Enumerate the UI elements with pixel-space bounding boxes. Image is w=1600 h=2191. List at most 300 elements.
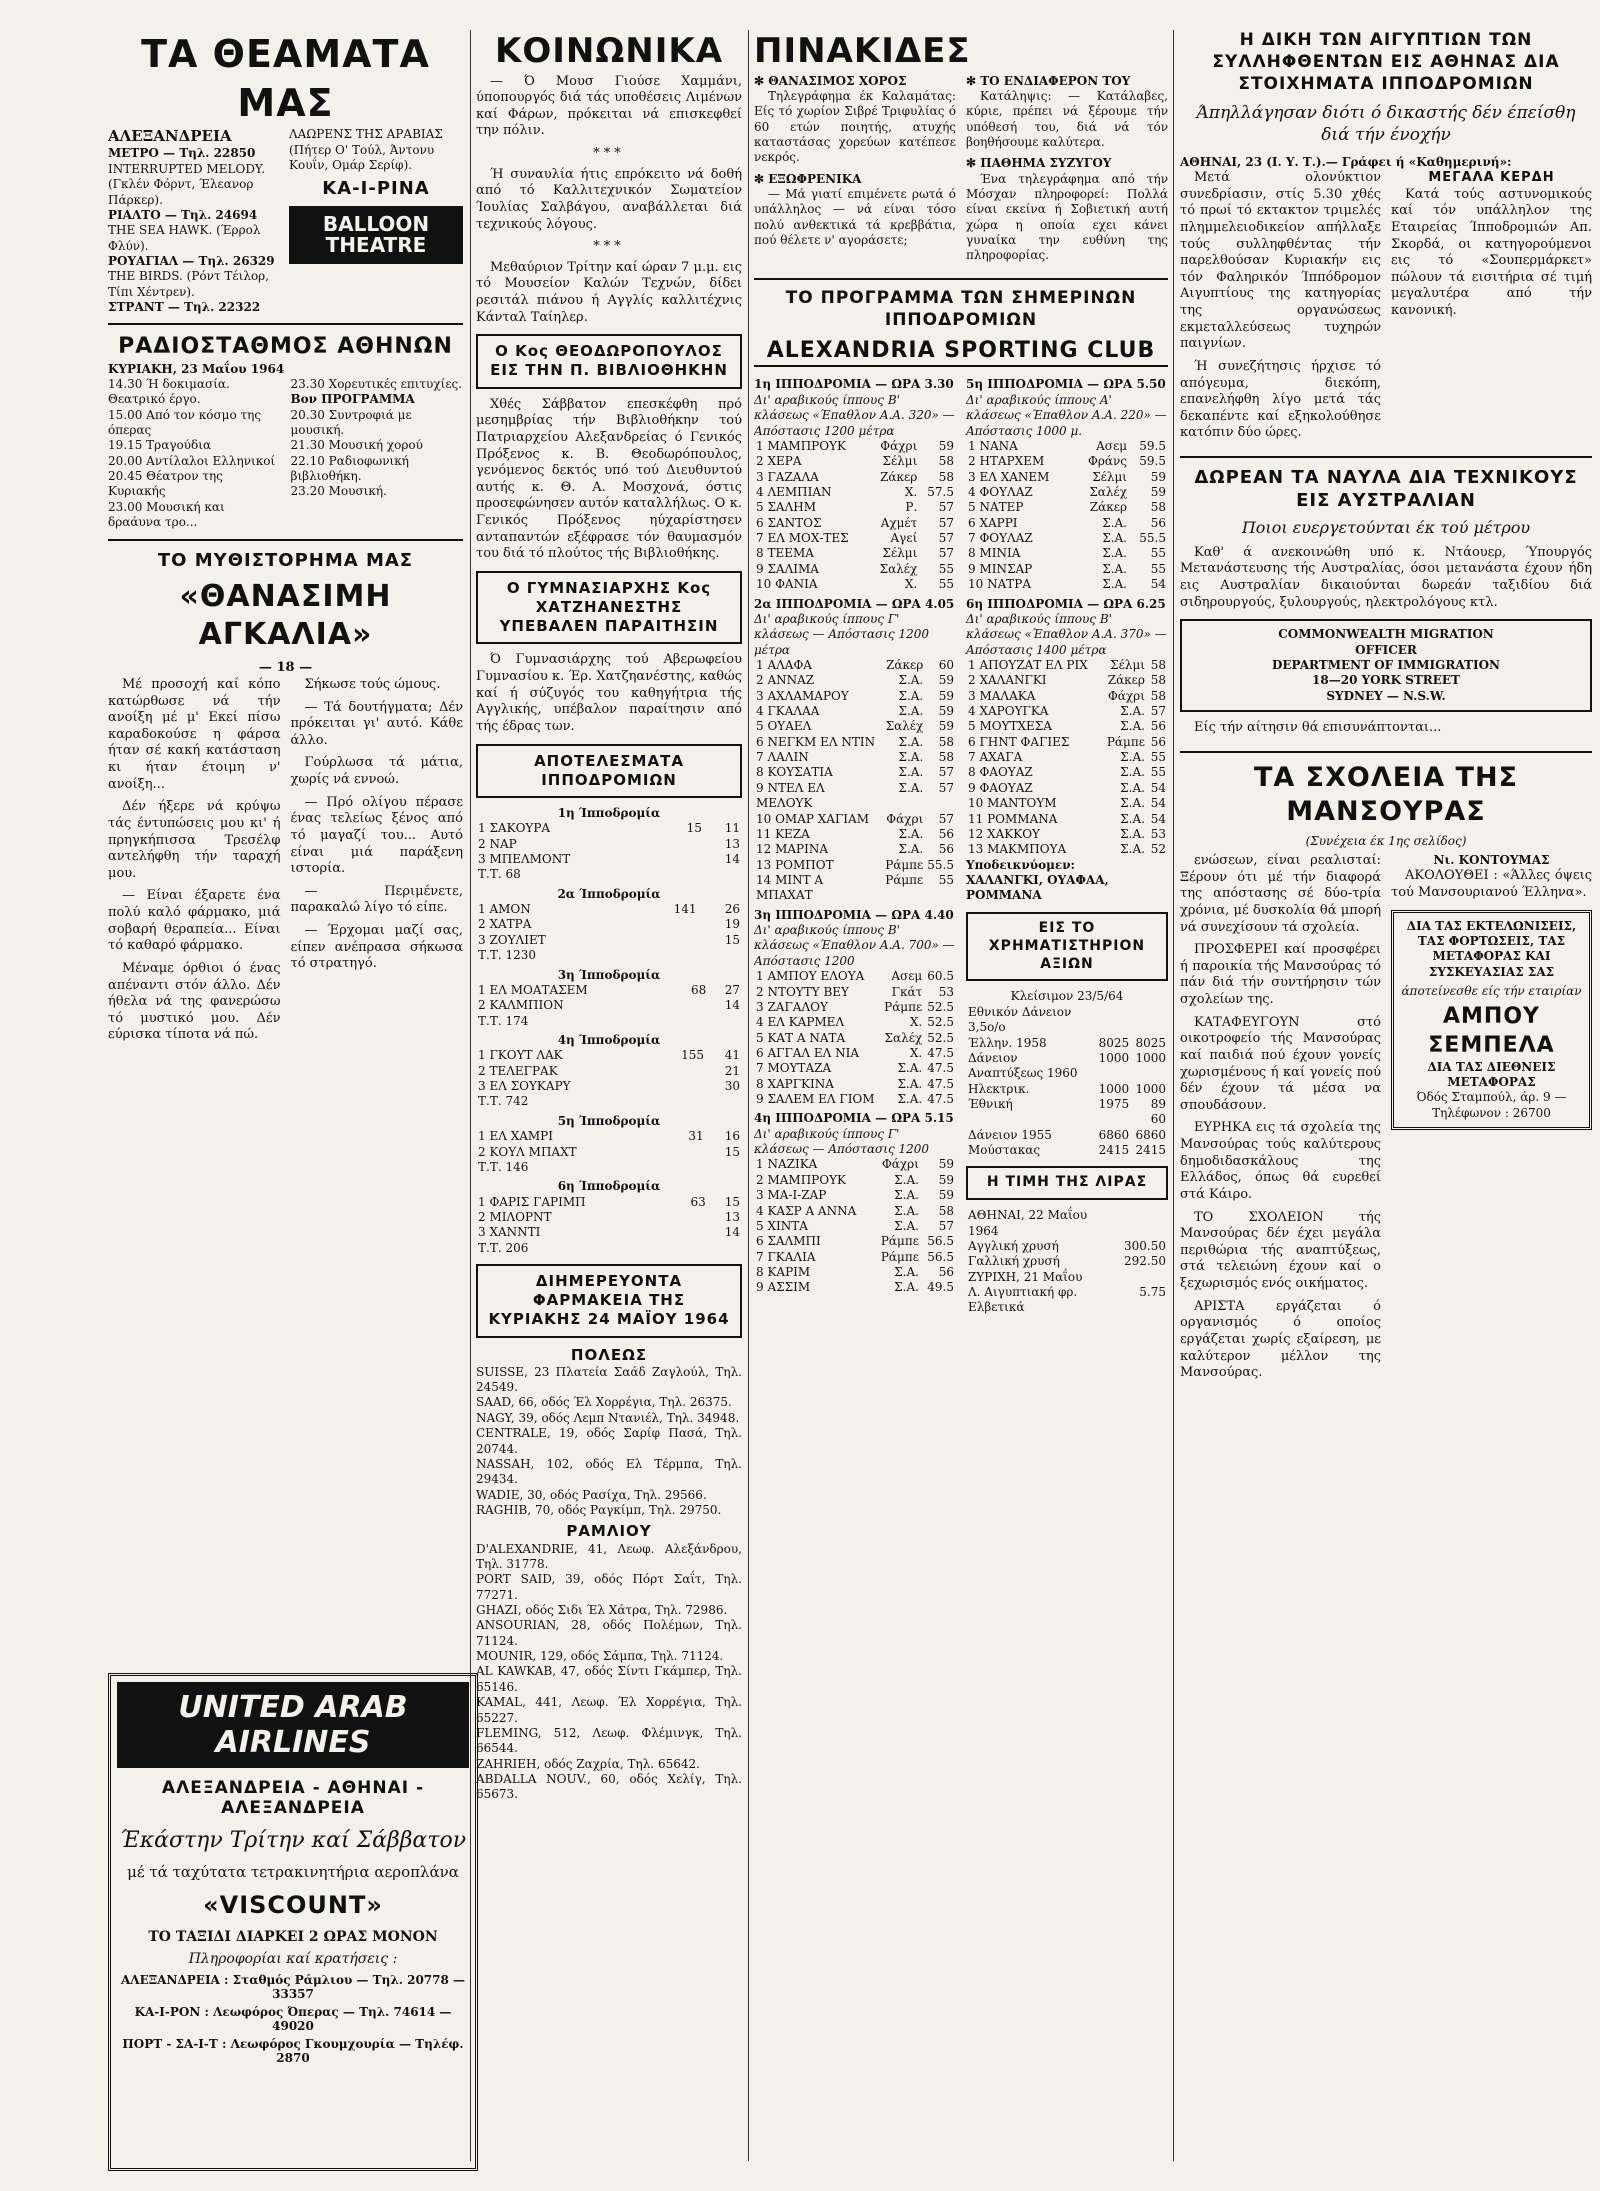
- table-cell: 58: [1150, 673, 1166, 688]
- table-cell: 7 ΛΑΛΙΝ: [756, 750, 809, 765]
- table-row: [476, 1064, 742, 1079]
- novel-paragraph: — Περιμένετε, παρακαλώ λίγο τό είπε.: [290, 883, 463, 916]
- table-cell: 1 ΝΑΝΑ: [968, 438, 1018, 453]
- table-row: [476, 948, 742, 963]
- table-cell: 2 ΑΝΝΑΖ: [756, 673, 815, 688]
- table-cell: 57: [938, 1218, 954, 1233]
- table-cell: 59: [938, 1172, 954, 1187]
- pharmacy-item: ANSOURIAN, 28, οδός Πολέμων, Τηλ. 71124.: [476, 1618, 742, 1648]
- table-cell: 58: [1150, 500, 1166, 515]
- table-cell: ΑΘΗΝΑΙ, 22 Μαΐου 1964: [968, 1208, 1088, 1238]
- novel-paragraph: — Είναι έξαρετε ένα πολύ καλό φάρμακο, μιά σοβαρή θεραπεία... Είναι τό καθαρό φάρμακο.: [108, 888, 281, 954]
- table-cell: 5.75: [1139, 1285, 1166, 1300]
- radio-program: [108, 377, 463, 531]
- table-cell: 8025: [1098, 1035, 1130, 1050]
- table-cell: 6 ΣΑΛΜΠΙ: [756, 1234, 821, 1249]
- gym-text: Ό Γυμνασιάρχης τού Αβερωφείου Γυμνασίου κ. Έρ. Χατζηανέστης, καθώς καί ή σύζυγός του καθηγήτρια τής Αγγλικής, υπέβαλον παραίτησιν από τής έδρας των.: [476, 652, 742, 734]
- table-row: [754, 1061, 956, 1076]
- table-cell: 1 ΕΛ ΜΟΑΤΑΣΕΜ: [478, 982, 588, 997]
- table-cell: 2415: [1098, 1143, 1130, 1158]
- table-row: [754, 689, 956, 704]
- table-row: [754, 516, 956, 531]
- table-cell: 31: [688, 1129, 704, 1144]
- table-row: [966, 704, 1168, 719]
- table-cell: 3 ΧΑΝΝΤΙ: [478, 1225, 541, 1240]
- table-cell: Σ.Α.: [1120, 704, 1145, 719]
- race-program-table: [754, 439, 956, 593]
- table-row: [966, 531, 1168, 546]
- schools-paragraph: ΕΥΡΗΚΑ εις τά σχολεία της Μανσούρας τούς καλύτερους δημοδιδασκάλους της Ελλάδος, όπως θά ευρεθεί στά Κάιρο.: [1180, 1120, 1381, 1202]
- table-cell: Ζάκερ: [880, 469, 918, 484]
- table-cell: 5 ΟΥΑΕΛ: [756, 719, 812, 734]
- table-cell: 3 ΜΠΕΛΜΟΝΤ: [478, 852, 571, 867]
- table-cell: Ζάκερ: [1107, 673, 1145, 688]
- race-program-title: 5η ΙΠΠΟΔΡΟΜΙΑ — ΩΡΑ 5.50: [966, 377, 1166, 392]
- table-cell: [638, 917, 699, 932]
- table-cell: 57.5: [927, 485, 954, 499]
- karina-heading: ΚΑ-Ι-ΡΙΝΑ: [322, 178, 430, 200]
- novel-kicker: ΤΟ ΜΥΘΙΣΤΟΡΗΜΑ ΜΑΣ: [157, 549, 414, 571]
- table-cell: Αγεί: [890, 531, 918, 546]
- table-cell: 9 ΜΙΝΣΑΡ: [968, 561, 1033, 576]
- race-result-table: [476, 1195, 742, 1256]
- table-cell: 4 ΧΑΡΟΥΓΚΑ: [968, 704, 1049, 719]
- table-cell: 9 ΝΤΕΛ ΕΛ ΜΕΛΟΥΚ: [756, 780, 825, 811]
- table-cell: 3 ΕΛ ΧΑΝΕΜ: [968, 469, 1050, 484]
- table-cell: 2 ΧΑΤΡΑ: [478, 917, 532, 932]
- table-cell: 52.5: [927, 999, 954, 1014]
- table-cell: Σ.Α.: [1120, 780, 1145, 795]
- table-cell: Αγγλική χρυσή: [968, 1239, 1059, 1253]
- table-row: [966, 1005, 1168, 1036]
- table-cell: 6 ΑΓΓΑΛ ΕΛ ΝΙΑ: [756, 1045, 860, 1060]
- table-cell: 53: [938, 984, 954, 999]
- table-cell: 13 ΜΑΚΜΠΟΥΑ: [968, 842, 1067, 857]
- table-cell: 2415: [1135, 1143, 1166, 1158]
- table-cell: [708, 1014, 742, 1029]
- table-cell: 292.50: [1124, 1254, 1166, 1269]
- table-cell: 1 ΑΛΑΦΑ: [756, 657, 812, 672]
- table-cell: [675, 998, 709, 1013]
- table-cell: 1 ΝΑΖΙΚΑ: [756, 1157, 818, 1172]
- table-cell: Ράμπε: [880, 1249, 919, 1264]
- table-row: [966, 781, 1168, 796]
- table-cell: 57: [938, 500, 954, 515]
- table-row: [754, 704, 956, 719]
- novel-body: [108, 677, 463, 1050]
- table-cell: Ράμπε: [885, 872, 924, 887]
- table-cell: Ζάκερ: [1089, 500, 1127, 515]
- table-cell: 2 ΝΑΡ: [478, 836, 517, 851]
- table-cell: Ράμπε: [884, 999, 923, 1014]
- table-cell: 8 ΦΑΟΥΑΖ: [968, 765, 1033, 780]
- table-cell: [666, 837, 704, 852]
- table-row: [476, 917, 742, 932]
- table-row: [754, 812, 956, 827]
- table-cell: 57: [938, 515, 954, 530]
- table-cell: [1097, 1005, 1132, 1036]
- ramleh-list: [476, 1542, 742, 1803]
- theatre-entry: ΡΟΥΑΓΙΑΛ — Τηλ. 26329: [108, 253, 275, 268]
- table-cell: 9 ΑΣΣΙΜ: [756, 1280, 811, 1295]
- table-row: [966, 577, 1168, 592]
- table-cell: Σ.Α.: [898, 673, 924, 688]
- radio-item: 14.30 Ή δοκιμασία. Θεατρικό έργο.: [108, 376, 230, 407]
- theatres-block: [108, 127, 463, 315]
- table-row: [754, 827, 956, 842]
- table-cell: 59: [938, 704, 954, 719]
- table-cell: 3 ΓΑΖΑΛΑ: [756, 469, 819, 484]
- novel-paragraph: Μέναμε όρθιοι ό ένας απέναντι στόν άλλο. Δέν ήθελα νά της φανερώσω τό μυστικό μου. Δέν εύρισκα τίποτα νά πώ.: [108, 960, 281, 1043]
- schools-paragraph: ενώσεων, είναι ρεαλισταί: Ξέρουν ότι μέ τήν διαφορά της απόστασης σέ δύο-τρία χρόνια, μέ δυσκολία θά μπορή νά συνεχίσουν τά σχολεία.: [1180, 853, 1381, 935]
- table-cell: 63: [690, 1194, 706, 1209]
- table-cell: Τ.Τ. 174: [478, 1013, 529, 1028]
- theatre-film: THE BIRDS. (Ρόντ Τέιλορ, Τίπι Χέντρεν).: [108, 269, 270, 299]
- table-cell: 5 ΝΑΤΕΡ: [968, 500, 1024, 515]
- race-title: 4η Ίπποδρομία: [557, 1032, 661, 1047]
- table-cell: Σέλμι: [1110, 657, 1145, 672]
- social-item: — Ό Μουσ Γιούσε Χαμμάνι, ύποπουργός διά τάς υποθέσεις Λιμένων καί Φάρων, πρόκειται νά επισκεφθεί την πόλιν.: [476, 73, 742, 139]
- table-row: [754, 1265, 956, 1280]
- uaa-route: ΑΛΕΞΑΝΔΡΕΙΑ - ΑΘΗΝΑΙ - ΑΛΕΞΑΝΔΡΕΙΑ: [161, 1778, 425, 1818]
- table-cell: 59: [938, 1157, 954, 1172]
- table-cell: 30: [724, 1079, 740, 1094]
- table-cell: Τ.Τ. 1230: [478, 948, 536, 963]
- notes-title: ΠΙΝΑΚΙΔΕΣ: [754, 31, 971, 71]
- table-cell: 58: [1150, 688, 1166, 703]
- table-cell: 1 ΜΑΜΠΡΟΥΚ: [756, 438, 846, 453]
- table-cell: 11 ΡΟΜΜΑΝΑ: [968, 811, 1058, 826]
- novel-paragraph: — Πρό ολίγου πέρασε ένας τελείως ξένος από τό μαγαζί του... Αυτό είναι μιά παράξενη ιστορία.: [290, 794, 463, 877]
- table-cell: 54: [1150, 811, 1166, 826]
- table-cell: 5 ΚΑΤ Α ΝΑΤΑ: [756, 1030, 846, 1045]
- gold-table: [966, 1208, 1168, 1316]
- table-row: [754, 1092, 956, 1107]
- table-cell: 57: [938, 811, 954, 826]
- program-heading: ΤΟ ΠΡΟΓΡΑΜΜΑ ΤΩΝ ΣΗΜΕΡΙΝΩΝ ΙΠΠΟΔΡΟΜΙΩΝ: [785, 287, 1137, 330]
- table-cell: Σαλέχ: [885, 719, 924, 734]
- table-cell: 6 ΝΕΓΚΜ ΕΛ ΝΤΙΝ: [756, 734, 876, 749]
- table-cell: 11 ΚΕΖΑ: [756, 826, 810, 841]
- table-cell: 53: [1150, 826, 1166, 841]
- table-cell: ΖΥΡΙΧΗ, 21 Μαΐου: [968, 1269, 1083, 1284]
- table-row: [966, 750, 1168, 765]
- table-cell: 15: [724, 1144, 740, 1159]
- shipping-top: ΔΙΑ ΤΑΣ ΕΚΤΕΛΩΝΙΣΕΙΣ, ΤΑΣ ΦΟΡΤΩΣΕΙΣ, ΤΑΣ ΜΕΤΑΦΟΡΑΣ ΚΑΙ ΣΥΣΚΕΥΑΣΙΑΣ ΣΑΣ: [1406, 918, 1577, 979]
- table-cell: Σαλέχ: [1089, 485, 1127, 499]
- naula-heading: ΔΩΡΕΑΝ ΤΑ ΝΑΥΛΑ ΔΙΑ ΤΕΧΝΙΚΟΥΣ ΕΙΣ ΑΥΣΤΡΑΛΙΑΝ: [1194, 467, 1578, 512]
- table-cell: 57: [938, 531, 954, 546]
- program-block: [754, 373, 1168, 1315]
- race-result-table: [476, 1048, 742, 1109]
- race-title: 6η Ίπποδρομία: [557, 1179, 661, 1194]
- table-row: [754, 658, 956, 673]
- table-cell: Σ.Α.: [1120, 842, 1145, 857]
- race-program-desc: Δι' αραβικούς ίππους Α' κλάσεως «Έπαθλον Α.Α. 220» — Απόστασις 1000 μ.: [966, 392, 1167, 438]
- uaa-viscount: «VISCOUNT»: [203, 1891, 383, 1919]
- table-cell: Ηλεκτρικ.: [968, 1081, 1030, 1096]
- table-row: [754, 985, 956, 1000]
- trial-paragraph: Κατά τούς αστυνομικούς καί τόν υπάλληλον της Εταιρείας Ίπποδρομιών Απ. Σκορδά, οι κατηγορούμενοι εις τό «Σουπερμάρκετ» πώλουν τά εισιτήρια σέ τιμή μεγαλυτέρα από τήν κανονική.: [1391, 186, 1592, 319]
- table-cell: Ράμπε: [885, 857, 924, 872]
- table-cell: Δάνειον 1955: [968, 1127, 1052, 1142]
- radio-item: 22.10 Ραδιοφωνική βιβλιοθήκη.: [290, 453, 409, 484]
- table-cell: Σ.Α.: [894, 1203, 919, 1218]
- table-cell: 2 ΚΑΛΜΠΙΟΝ: [478, 998, 564, 1013]
- race-program-title: 3η ΙΠΠΟΔΡΟΜΙΑ — ΩΡΑ 4.40: [754, 907, 954, 922]
- table-cell: 56: [938, 842, 954, 857]
- theatre-film: INTERRUPTED MELODY. (Γκλέν Φόρντ, Έλεανορ Πάρκερ).: [108, 161, 266, 207]
- naula-subtitle: Ποιοι ευεργετούνται έκ τού μέτρου: [1241, 518, 1531, 538]
- table-cell: Μούστακας: [968, 1143, 1041, 1158]
- table-cell: 1000: [1098, 1081, 1130, 1096]
- table-cell: 6860: [1135, 1127, 1166, 1142]
- table-cell: Σ.Α.: [894, 1218, 919, 1233]
- column-4: [1180, 30, 1592, 2171]
- novel-paragraph: Γούρλωσα τά μάτια, χωρίς νά εννοώ.: [290, 755, 463, 788]
- pharmacy-item: NAGY, 39, οδός Λεμπ Ντανιέλ, Τηλ. 34948.: [476, 1410, 740, 1425]
- race-program-table: [966, 439, 1168, 593]
- note-heading: ✻ ΘΑΝΑΣΙΜΟΣ ΧΟΡΟΣ: [754, 73, 907, 88]
- novel-paragraph: Μέ προσοχή καί κόπο κατώρθωσε νά τήν ανοίξη μέ μ' Εκεί πίσω καραδοκούσε η φάρσα ήταν σέ κακή κατάσταση κι ήταν έτοιμη ν' ανοίξη...: [108, 676, 281, 792]
- race-program-table: [754, 1157, 956, 1295]
- table-cell: 55: [938, 872, 954, 887]
- table-cell: 58: [938, 454, 954, 469]
- table-cell: 3 ΑΧΛΑΜΑΡΟΥ: [756, 688, 849, 703]
- table-row: [966, 689, 1168, 704]
- table-cell: 4 ΚΑΣΡ Α ΑΝΝΑ: [756, 1203, 857, 1218]
- theatres-title: ΤΑ ΘΕΑΜΑΤΑ ΜΑΣ: [141, 32, 430, 125]
- table-cell: Τ.Τ. 68: [478, 867, 521, 882]
- trial-subtitle: Άπηλλάγησαν διότι ό δικαστής δέν έπείσθη διά τήν ένοχήν: [1196, 103, 1576, 145]
- table-cell: 1 ΣΑΚΟΥΡΑ: [478, 821, 551, 836]
- shipping-address: Όδός Σταμπούλ, άρ. 9 — Τηλέφωνον : 26700: [1416, 1090, 1567, 1120]
- pharmacy-item: MOUNIR, 129, οδός Σάμπα, Τηλ. 71124.: [476, 1649, 724, 1664]
- table-cell: Ράμπε: [1106, 734, 1145, 749]
- table-row: [754, 1157, 956, 1172]
- radio-item: 20.45 Θέατρον της Κυριακής: [108, 469, 223, 499]
- bourse-heading: ΕΙΣ ΤΟ ΧΡΗΜΑΤΙΣΤΗΡΙΟΝ ΑΞΙΩΝ: [988, 919, 1146, 972]
- table-cell: Σ.Α.: [898, 750, 924, 765]
- column-3: [754, 30, 1168, 2171]
- table-cell: Σ.Α.: [1102, 577, 1127, 592]
- table-cell: 56: [938, 826, 954, 841]
- schools-paragraph: ΠΡΟΣΦΕΡΕΙ καί προσφέρει ή παροικία τής Μανσούρας τό πάν διά τήν συντήρησιν τών σχολείων της.: [1180, 942, 1381, 1008]
- table-row: [476, 1225, 742, 1240]
- table-cell: 55: [1150, 561, 1166, 576]
- table-cell: [669, 1145, 705, 1160]
- table-cell: Σ.Α.: [894, 1264, 919, 1279]
- table-cell: 47.5: [927, 1045, 954, 1060]
- table-cell: Σ.Α.: [897, 1076, 923, 1091]
- pharmacy-item: GHAZI, οδός Σιδι Έλ Χάτρα, Τηλ. 72986.: [476, 1602, 728, 1617]
- race-result-table: [476, 902, 742, 963]
- table-cell: Τ.Τ. 742: [478, 1094, 529, 1109]
- table-cell: 2 ΤΕΛΕΓΡΑΚ: [478, 1063, 558, 1078]
- table-cell: Σ.Α.: [898, 765, 924, 780]
- table-cell: 6860: [1098, 1127, 1130, 1142]
- table-cell: 56.5: [927, 1234, 954, 1249]
- table-cell: 47.5: [927, 1092, 954, 1107]
- pharmacy-item: ABDALLA NOUV., 60, οδός Χελίγ, Τηλ. 65673.: [476, 1771, 742, 1802]
- table-cell: [656, 1064, 706, 1079]
- table-cell: 4 ΓΚΑΛΑΑ: [756, 704, 820, 719]
- migration-office: [1180, 619, 1592, 712]
- table-row: [754, 842, 956, 857]
- pharmacy-item: FLEMING, 512, Λεωφ. Φλέμινγκ, Τηλ. 66544.: [476, 1725, 742, 1756]
- table-row: [966, 1051, 1168, 1082]
- race-program-table: [754, 969, 956, 1107]
- table-row: [476, 1241, 742, 1256]
- social-item: Ή συναυλία ήτις επρόκειτο νά δοθή από τό Καλλιτεχνικόν Σωματείον Ίουλίας Σαλβάγου, αναβάλλεται διά τεχνικούς λόγους.: [476, 166, 742, 232]
- table-cell: Σ.Α.: [1102, 546, 1127, 561]
- shipping-sub: ΔΙΑ ΤΑΣ ΔΙΕΘΝΕΙΣ ΜΕΤΑΦΟΡΑΣ: [1427, 1059, 1556, 1090]
- table-cell: 8 ΧΑΡΓΚΙΝΑ: [756, 1076, 834, 1091]
- table-row: [754, 673, 956, 688]
- table-row: [966, 765, 1168, 780]
- table-cell: 7 ΜΟΥΤΑΖΑ: [756, 1061, 832, 1076]
- radio-title: ΡΑΔΙΟΣΤΑΘΜΟΣ ΑΘΗΝΩΝ: [118, 334, 453, 360]
- race-program-title: 1η ΙΠΠΟΔΡΟΜΙΑ — ΩΡΑ 3.30: [754, 377, 954, 392]
- table-cell: Σαλέχ: [884, 1030, 923, 1045]
- uaa-office: ΑΛΕΞΑΝΔΡΕΙΑ : Σταθμός Ράμλιου — Τηλ. 20778 — 33357: [120, 1973, 466, 2001]
- column-rule: [748, 30, 749, 2161]
- table-row: [754, 1077, 956, 1092]
- table-cell: 14 ΜΙΝΤ Α ΜΠΑΧΑΤ: [756, 872, 824, 903]
- table-cell: 47.5: [927, 1061, 954, 1076]
- radio-item: 19.15 Τραγούδια: [108, 438, 212, 453]
- table-cell: 56.5: [927, 1249, 954, 1264]
- table-cell: Σ.Α.: [898, 826, 924, 841]
- table-cell: Σ.Α.: [1120, 826, 1145, 841]
- table-cell: 57: [1150, 704, 1166, 719]
- table-cell: Σ.Α.: [894, 1172, 919, 1187]
- table-row: [966, 1097, 1168, 1128]
- table-cell: 89 60: [1150, 1096, 1166, 1127]
- table-row: [476, 902, 742, 917]
- table-cell: 56: [938, 1264, 954, 1279]
- table-cell: 12 ΧΑΚΚΟΥ: [968, 826, 1040, 841]
- table-cell: Σ.Α.: [1102, 515, 1127, 530]
- pharmacy-item: KAMAL, 441, Λεωφ. Έλ Χορρέγια, Τηλ. 65227.: [476, 1695, 742, 1725]
- table-row: [476, 933, 742, 948]
- table-cell: Σ.Α.: [1120, 765, 1145, 780]
- office-line: SYDNEY — N.S.W.: [1326, 688, 1446, 703]
- table-row: [966, 500, 1168, 515]
- table-cell: Ασεμ: [891, 969, 923, 984]
- table-cell: [674, 1210, 708, 1225]
- uaa-days: Έκάστην Τρίτην καί Σάββατον: [119, 1828, 467, 1853]
- table-cell: Χ.: [909, 1015, 923, 1030]
- table-cell: Τ.Τ. 146: [478, 1159, 529, 1174]
- table-cell: 19: [724, 917, 740, 932]
- table-cell: 54: [1150, 796, 1166, 811]
- radio-item: 20.30 Συντροφιά με μουσική.: [290, 407, 412, 437]
- table-row: [966, 546, 1168, 561]
- favorites-list: ΧΑΛΑΝΓΚΙ, ΟΥΑΦΑΑ, ΡΟΜΜΑΝΑ: [966, 872, 1109, 903]
- table-cell: Σ.Α.: [1120, 750, 1145, 765]
- race-results: [476, 806, 742, 1256]
- table-row: [754, 1046, 956, 1061]
- table-cell: Έλλην. 1958: [968, 1035, 1047, 1050]
- table-row: [754, 858, 956, 873]
- table-row: [754, 1173, 956, 1188]
- pharmacy-item: CENTRALE, 19, οδός Σαρίφ Πασά, Τηλ. 20744.: [476, 1426, 742, 1456]
- race-program-table: [754, 658, 956, 904]
- table-cell: 6 ΣΑΝΤΟΣ: [756, 515, 822, 530]
- table-cell: 2 ΜΙΛΟΡΝΤ: [478, 1209, 552, 1224]
- table-row: [754, 1031, 956, 1046]
- table-row: [476, 821, 742, 836]
- table-cell: 14: [724, 852, 740, 867]
- race-result-table: [476, 1129, 742, 1175]
- table-row: [966, 1208, 1168, 1239]
- table-row: [966, 1270, 1168, 1285]
- table-row: [754, 873, 956, 904]
- note-text: Τηλεγράφημα έκ Καλαμάτας: Είς τό χωρίον Σιβρέ Τριφυλίας ό 60 ετών ποιητής, ατυχής καταστάσας χορεύων κατέπεσε νεκρός.: [754, 88, 956, 165]
- table-cell: 57: [938, 765, 954, 780]
- note-heading: ✻ ΠΑΘΗΜΑ ΣΥΖΥΓΟΥ: [966, 156, 1112, 171]
- table-cell: 3 ΖΟΥΛΙΕΤ: [478, 932, 546, 947]
- table-cell: 3 ΜΑΛΑΚΑ: [968, 688, 1036, 703]
- table-cell: Σ.Α.: [898, 704, 924, 719]
- table-cell: 58: [938, 750, 954, 765]
- uaa-office: ΚΑ-Ι-ΡΟΝ : Λεωφόρος Όπερας — Τηλ. 74614 — 49020: [134, 2005, 452, 2033]
- trial-paragraph: Ή συνεζήτησις ήρχισε τό απόγευμα, διεκόπη, επανελήφθη λίγο μετά τάς δεκαπέντε καί εξηκολούθησε κατόπιν δύο ώρες.: [1180, 358, 1381, 441]
- table-cell: Εθνικόν Δάνειον 3,5ο/ο: [968, 1004, 1072, 1035]
- table-row: [754, 470, 956, 485]
- table-cell: [1122, 1270, 1168, 1285]
- table-cell: Γαλλική χρυσή: [968, 1254, 1060, 1269]
- table-row: [754, 781, 956, 812]
- table-cell: 12 ΜΑΡΙΝΑ: [756, 842, 829, 857]
- table-cell: 2 ΚΟΥΛ ΜΠΑΧΤ: [478, 1144, 577, 1159]
- table-row: [476, 1014, 742, 1029]
- table-cell: 9 ΣΑΛΙΜΑ: [756, 561, 819, 576]
- note-heading: ✻ ΕΞΩΦΡΕΝΙΚΑ: [754, 171, 862, 186]
- pharmacies-list: [476, 1365, 742, 1519]
- table-row: [966, 1239, 1168, 1254]
- balloon-line-2: THEATRE: [325, 233, 427, 258]
- table-cell: 59: [1150, 485, 1166, 499]
- table-cell: 8 ΚΑΡΙΜ: [756, 1264, 811, 1279]
- table-cell: Σ.Α.: [1102, 561, 1127, 576]
- table-cell: Ασεμ: [1096, 438, 1127, 453]
- table-row: [966, 812, 1168, 827]
- table-cell: 59: [938, 688, 954, 703]
- table-cell: 16: [724, 1129, 740, 1144]
- trial-paragraph: Μετά ολονύκτιον συνεδρίασιν, στίς 5.30 χθές τό πρωί τό εκτακτον τριμελές πλημμελειοδικείον απήλλαξε τούς συλληφθέντας τήν παρελθούσαν Κυριακήν εις τόν Φαληρικόν Ίππόδρομον Αιγυπτίους της κατηγορίας της οργανώσεως εκμεταλλεύσεως τυχηρών παιγνίων.: [1180, 170, 1381, 352]
- table-cell: 13: [724, 1209, 740, 1224]
- table-row: [476, 1129, 742, 1144]
- schools-paragraph: ΑΡΙΣΤΑ εργάζεται ό οργανισμός ό οποίος εργάζεται χωρίς εξαίρεση, με καλύτερον μέλλον της Μανσούρας.: [1180, 1298, 1381, 1381]
- table-cell: 55: [1150, 750, 1166, 765]
- table-row: [754, 1015, 956, 1030]
- table-row: [966, 658, 1168, 673]
- table-cell: 1000: [1135, 1081, 1166, 1096]
- table-row: [966, 516, 1168, 531]
- table-row: [966, 562, 1168, 577]
- table-cell: 52.5: [927, 1015, 954, 1030]
- table-cell: 10 ΦΑΝΙΑ: [756, 577, 818, 592]
- table-row: [966, 673, 1168, 688]
- table-cell: [638, 948, 699, 963]
- radio-item: 20.00 Αντίλαλοι Ελληνικοί: [108, 453, 276, 468]
- table-cell: 1 ΦΑΡΙΣ ΓΑΡΙΜΠ: [478, 1194, 586, 1209]
- uaa-duration: ΤΟ ΤΑΞΙΔΙ ΔΙΑΡΚΕΙ 2 ΩΡΑΣ ΜΟΝΟΝ: [148, 1929, 438, 1945]
- table-cell: 59: [938, 1188, 954, 1203]
- table-cell: Σ.Α.: [894, 1188, 919, 1203]
